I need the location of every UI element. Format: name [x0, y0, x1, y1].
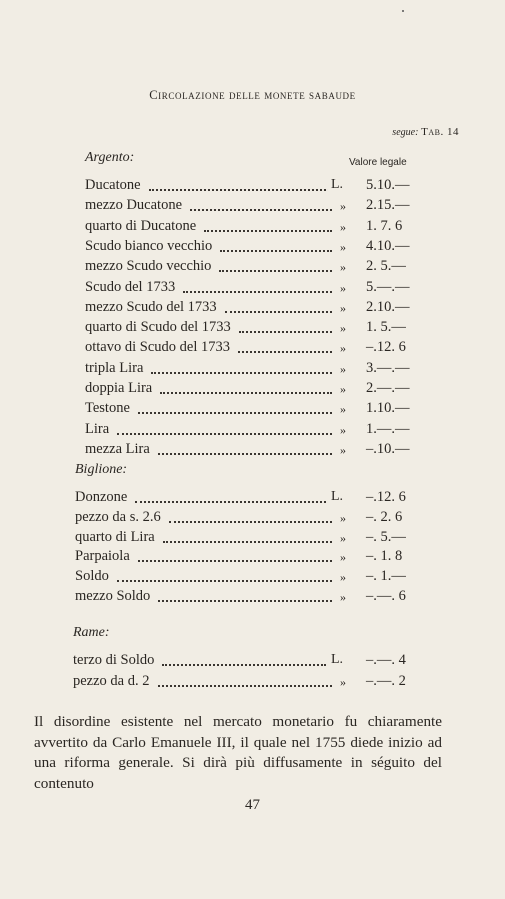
legal-value: –. 5.—	[366, 528, 406, 545]
dotted-leader	[219, 262, 332, 272]
body-paragraph: Il disordine esistente nel mercato monetario fu chiaramente avvertito da Carlo Emanuele III, il quale nel 1755 diede inizio ad una riforma generale. Si dirà più diffusamente in séguito del contenuto	[34, 713, 442, 792]
coin-name: quarto di Lira	[75, 528, 155, 545]
legal-value: –.12. 6	[366, 489, 406, 505]
legal-value: –. 1. 8	[366, 548, 403, 565]
table-row	[0, 218, 505, 236]
coin-name: mezzo Scudo del 1733	[85, 298, 217, 315]
page-number: 47	[245, 797, 260, 813]
coin-name: Ducatone	[85, 177, 141, 193]
unit-marker: »	[340, 510, 346, 525]
coin-name: doppia Lira	[85, 380, 153, 396]
unit-marker: »	[340, 280, 346, 295]
coin-name: Donzone	[75, 489, 128, 505]
table-row	[0, 568, 505, 586]
unit-marker: »	[340, 422, 346, 437]
table-row	[0, 319, 505, 337]
unit-marker: »	[340, 442, 346, 457]
unit-marker: »	[340, 361, 346, 376]
legal-value: –.12. 6	[366, 339, 406, 356]
dotted-leader	[158, 592, 332, 602]
coin-name: mezzo Scudo vecchio	[85, 258, 212, 275]
dotted-leader	[169, 513, 332, 523]
legal-value: 1. 7. 6	[366, 217, 403, 234]
legal-value: 5.—.—	[366, 278, 410, 295]
unit-marker: »	[340, 402, 346, 417]
table-row	[0, 258, 505, 276]
unit-marker: L.	[331, 177, 344, 192]
print-speck	[402, 10, 404, 12]
unit-marker: »	[340, 382, 346, 396]
legal-value: 2.10.—	[366, 298, 410, 315]
legal-value: 1.10.—	[366, 400, 410, 417]
dotted-leader	[138, 552, 332, 562]
unit-marker: L.	[331, 652, 344, 667]
coin-name: quarto di Scudo del 1733	[85, 319, 231, 336]
continuation-label: segue:	[392, 127, 419, 138]
section-title: Rame:	[73, 625, 110, 640]
dotted-leader	[117, 425, 332, 435]
section-title: Argento:	[85, 150, 135, 165]
dotted-leader	[151, 364, 332, 374]
dotted-leader	[204, 222, 332, 232]
legal-value: 1. 5.—	[366, 319, 406, 336]
table-row	[0, 380, 505, 398]
coin-name: mezzo Soldo	[75, 588, 151, 604]
table-row	[0, 529, 505, 547]
table-row	[0, 652, 505, 670]
coin-name: terzo di Soldo	[73, 652, 155, 668]
dotted-leader	[117, 572, 332, 582]
dotted-leader	[183, 283, 332, 293]
legal-value: 2. 5.—	[366, 258, 406, 275]
dotted-leader	[239, 323, 332, 333]
unit-marker: »	[340, 219, 346, 234]
table-row	[0, 673, 505, 691]
dotted-leader	[238, 343, 332, 353]
coin-name: Lira	[85, 420, 110, 437]
table-row	[0, 548, 505, 566]
legal-value: 1.—.—	[366, 420, 410, 437]
unit-marker: »	[340, 530, 346, 545]
dotted-leader	[190, 201, 332, 211]
table-row	[0, 339, 505, 357]
coin-name: mezzo Ducatone	[85, 197, 183, 214]
legal-value: –.—. 6	[366, 588, 406, 604]
dotted-leader	[160, 384, 332, 394]
unit-marker: »	[340, 321, 346, 336]
unit-marker: »	[340, 300, 346, 315]
legal-value: –. 2. 6	[366, 508, 403, 525]
table-row	[0, 421, 505, 439]
legal-value: 2.—.—	[366, 380, 410, 396]
unit-marker: »	[340, 199, 346, 214]
unit-marker: »	[340, 550, 346, 565]
dotted-leader	[158, 677, 332, 687]
unit-marker: »	[340, 239, 346, 254]
coin-name: ottavo di Scudo del 1733	[85, 339, 230, 356]
continuation-note	[392, 126, 459, 138]
coin-name: mezza Lira	[85, 440, 150, 457]
table-row	[0, 441, 505, 459]
dotted-leader	[220, 242, 332, 252]
unit-marker: »	[340, 570, 346, 585]
legal-value: 4.10.—	[366, 237, 410, 254]
legal-value: –. 1.—	[366, 568, 406, 585]
table-row	[0, 588, 505, 606]
dotted-leader	[138, 404, 332, 414]
dotted-leader	[149, 181, 326, 191]
dotted-leader	[163, 533, 332, 543]
unit-marker: »	[340, 590, 346, 604]
table-row	[0, 177, 505, 195]
dotted-leader	[225, 303, 332, 313]
coin-name: Testone	[85, 400, 130, 417]
coin-name: pezzo da s. 2.6	[75, 508, 161, 525]
legal-value: 3.—.—	[366, 359, 410, 376]
coin-name: pezzo da d. 2	[73, 672, 150, 689]
table-row	[0, 509, 505, 527]
column-header-valore-legale: Valore legale	[349, 157, 407, 168]
legal-value: –.—. 2	[366, 672, 406, 689]
coin-name: quarto di Ducatone	[85, 217, 197, 234]
table-row	[0, 197, 505, 215]
dotted-leader	[158, 445, 332, 455]
section-title: Biglione:	[75, 462, 128, 477]
unit-marker: »	[340, 260, 346, 275]
coin-name: Soldo	[75, 568, 109, 585]
legal-value: 2.15.—	[366, 197, 410, 214]
dotted-leader	[162, 656, 326, 666]
legal-value: –.10.—	[366, 440, 410, 457]
coin-name: Scudo bianco vecchio	[85, 237, 213, 254]
unit-marker: »	[340, 674, 346, 689]
running-head: Circolazione delle monete sabaude	[149, 88, 356, 102]
table-row	[0, 400, 505, 418]
table-reference: Tab. 14	[421, 126, 459, 138]
legal-value: 5.10.—	[366, 177, 410, 193]
table-row	[0, 489, 505, 507]
unit-marker: L.	[331, 489, 344, 504]
table-row	[0, 299, 505, 317]
legal-value: –.—. 4	[366, 652, 406, 668]
table-row	[0, 279, 505, 297]
table-row	[0, 360, 505, 378]
table-row	[0, 238, 505, 256]
coin-name: tripla Lira	[85, 359, 144, 376]
dotted-leader	[135, 493, 326, 503]
coin-name: Parpaiola	[75, 548, 130, 565]
unit-marker: »	[340, 341, 346, 356]
coin-name: Scudo del 1733	[85, 278, 176, 295]
